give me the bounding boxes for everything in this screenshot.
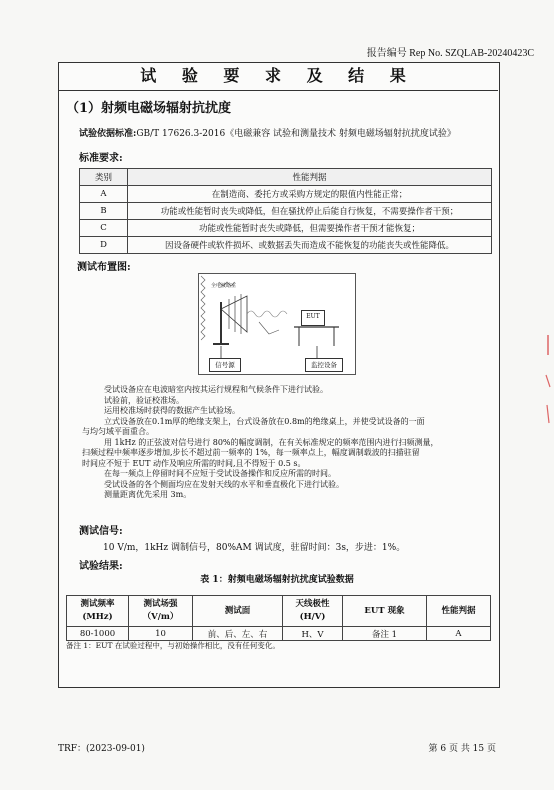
test-signal-label: 测试信号: [79,526,123,537]
footer-trf: TRF：(2023-09-01) [58,744,145,754]
paragraph: 时间应不短于 EUT 动作及响应所需的时间,且不得短于 0.5 s。 [82,458,306,468]
remark-note: 备注 1：EUT 在试验过程中，与初始操作相比，没有任何变化。 [66,641,280,650]
standard-req-label: 标准要求: [79,153,123,164]
footer-page-number: 第 6 页 共 15 页 [428,744,496,754]
table-cell: A [427,627,491,641]
table-header: 测试面 [193,596,283,627]
table-row [80,237,492,254]
layout-label: 测试布置图: [77,262,131,273]
paragraph: 运用校准场时获得的数据产生试验场。 [104,406,240,415]
table-header: 测试场强 （V/m） [129,596,193,627]
criteria-table [79,168,492,254]
table-header: 类别 [80,169,128,186]
table-header-row [67,596,491,627]
paragraph: 测量距离优先采用 3m。 [104,490,192,499]
basis-label: 试验依据标准: [79,129,137,139]
test-layout-diagram [198,273,356,375]
room-label: 全电波暗室 [211,283,237,289]
seal-edge-mark [544,335,552,425]
basis-line [79,126,456,139]
basis-value: GB/T 17626.3-2016《电磁兼容 试验和测量技术 射频电磁场辐射抗扰度试验》 [136,129,456,139]
page-title: 试 验 要 求 及 结 果 [58,62,498,91]
table-cell: 备注 1 [343,627,427,641]
table-cell: 因设备硬件或软件损坏、或数据丢失而造成不能恢复的功能丧失或性能降低。 [128,237,492,254]
eut-box: EUT [301,310,325,326]
results-table [66,595,491,641]
results-table-title: 表 1：射频电磁场辐射抗扰度试验数据 [200,575,354,585]
signal-source-box: 信号源 [209,358,241,372]
table-cell: C [80,220,128,237]
table-row [80,220,492,237]
table-header: 性能判据 [128,169,492,186]
table-header: 测试频率 (MHz) [67,596,129,627]
table-cell: A [80,186,128,203]
test-signal-value: 10 V/m，1kHz 调制信号，80%AM 调试度，驻留时间：3s，步进：1%。 [103,543,406,553]
paragraph: 用 1kHz 的正弦波对信号进行 80%的幅度调制，在有关标准规定的频率范围内进行扫频测量， [104,437,439,447]
results-label: 试验结果: [79,561,123,572]
table-cell: 10 [129,627,193,641]
paragraph: 受试设备应在电波暗室内按其运行规程和气候条件下进行试验。 [104,385,328,394]
paragraph: 试验前，验证校准场。 [104,395,184,405]
table-row [80,186,492,203]
monitor-box: 监控设备 [305,358,343,372]
table-cell: D [80,237,128,254]
table-cell: 前、后、左、右 [193,627,283,641]
table-row [67,627,491,641]
table-row [80,203,492,220]
table-header: 性能判据 [427,596,491,627]
table-cell: 在制造商、委托方或采购方规定的限值内性能正常； [128,186,492,203]
paragraph: 在每一频点上停留时间不应短于受试设备操作和反应所需的时间。 [104,469,336,478]
procedure-text [82,385,494,501]
table-cell: B [80,203,128,220]
paragraph: 受试设备的各个侧面均应在发射天线的水平和垂直极化下进行试验。 [104,479,344,489]
paragraph: 与均匀域平面重合。 [82,427,154,436]
table-cell: H、V [283,627,343,641]
table-header-row [80,169,492,186]
paragraph: 立式设备放在0.1m厚的绝缘支架上，台式设备放在0.8m的绝缘桌上，并使受试设备的一面 [104,416,425,426]
table-cell: 功能或性能暂时丧失或降低，但需要操作者干预才能恢复； [128,220,492,237]
table-cell: 80-1000 [67,627,129,641]
paragraph: 扫频过程中频率逐步增加,步长不超过前一频率的 1%，每一频率点上，幅度调制载波的扫描驻留 [82,448,420,457]
section-title: （1）射频电磁场辐射抗扰度 [66,101,232,116]
table-header: EUT 现象 [343,596,427,627]
table-cell: 功能或性能暂时丧失或降低，但在骚扰停止后能自行恢复，不需要操作者干预； [128,203,492,220]
report-number: 报告编号 Rep No. SZQLAB-20240423C [366,48,534,59]
table-header: 天线极性 (H/V) [283,596,343,627]
